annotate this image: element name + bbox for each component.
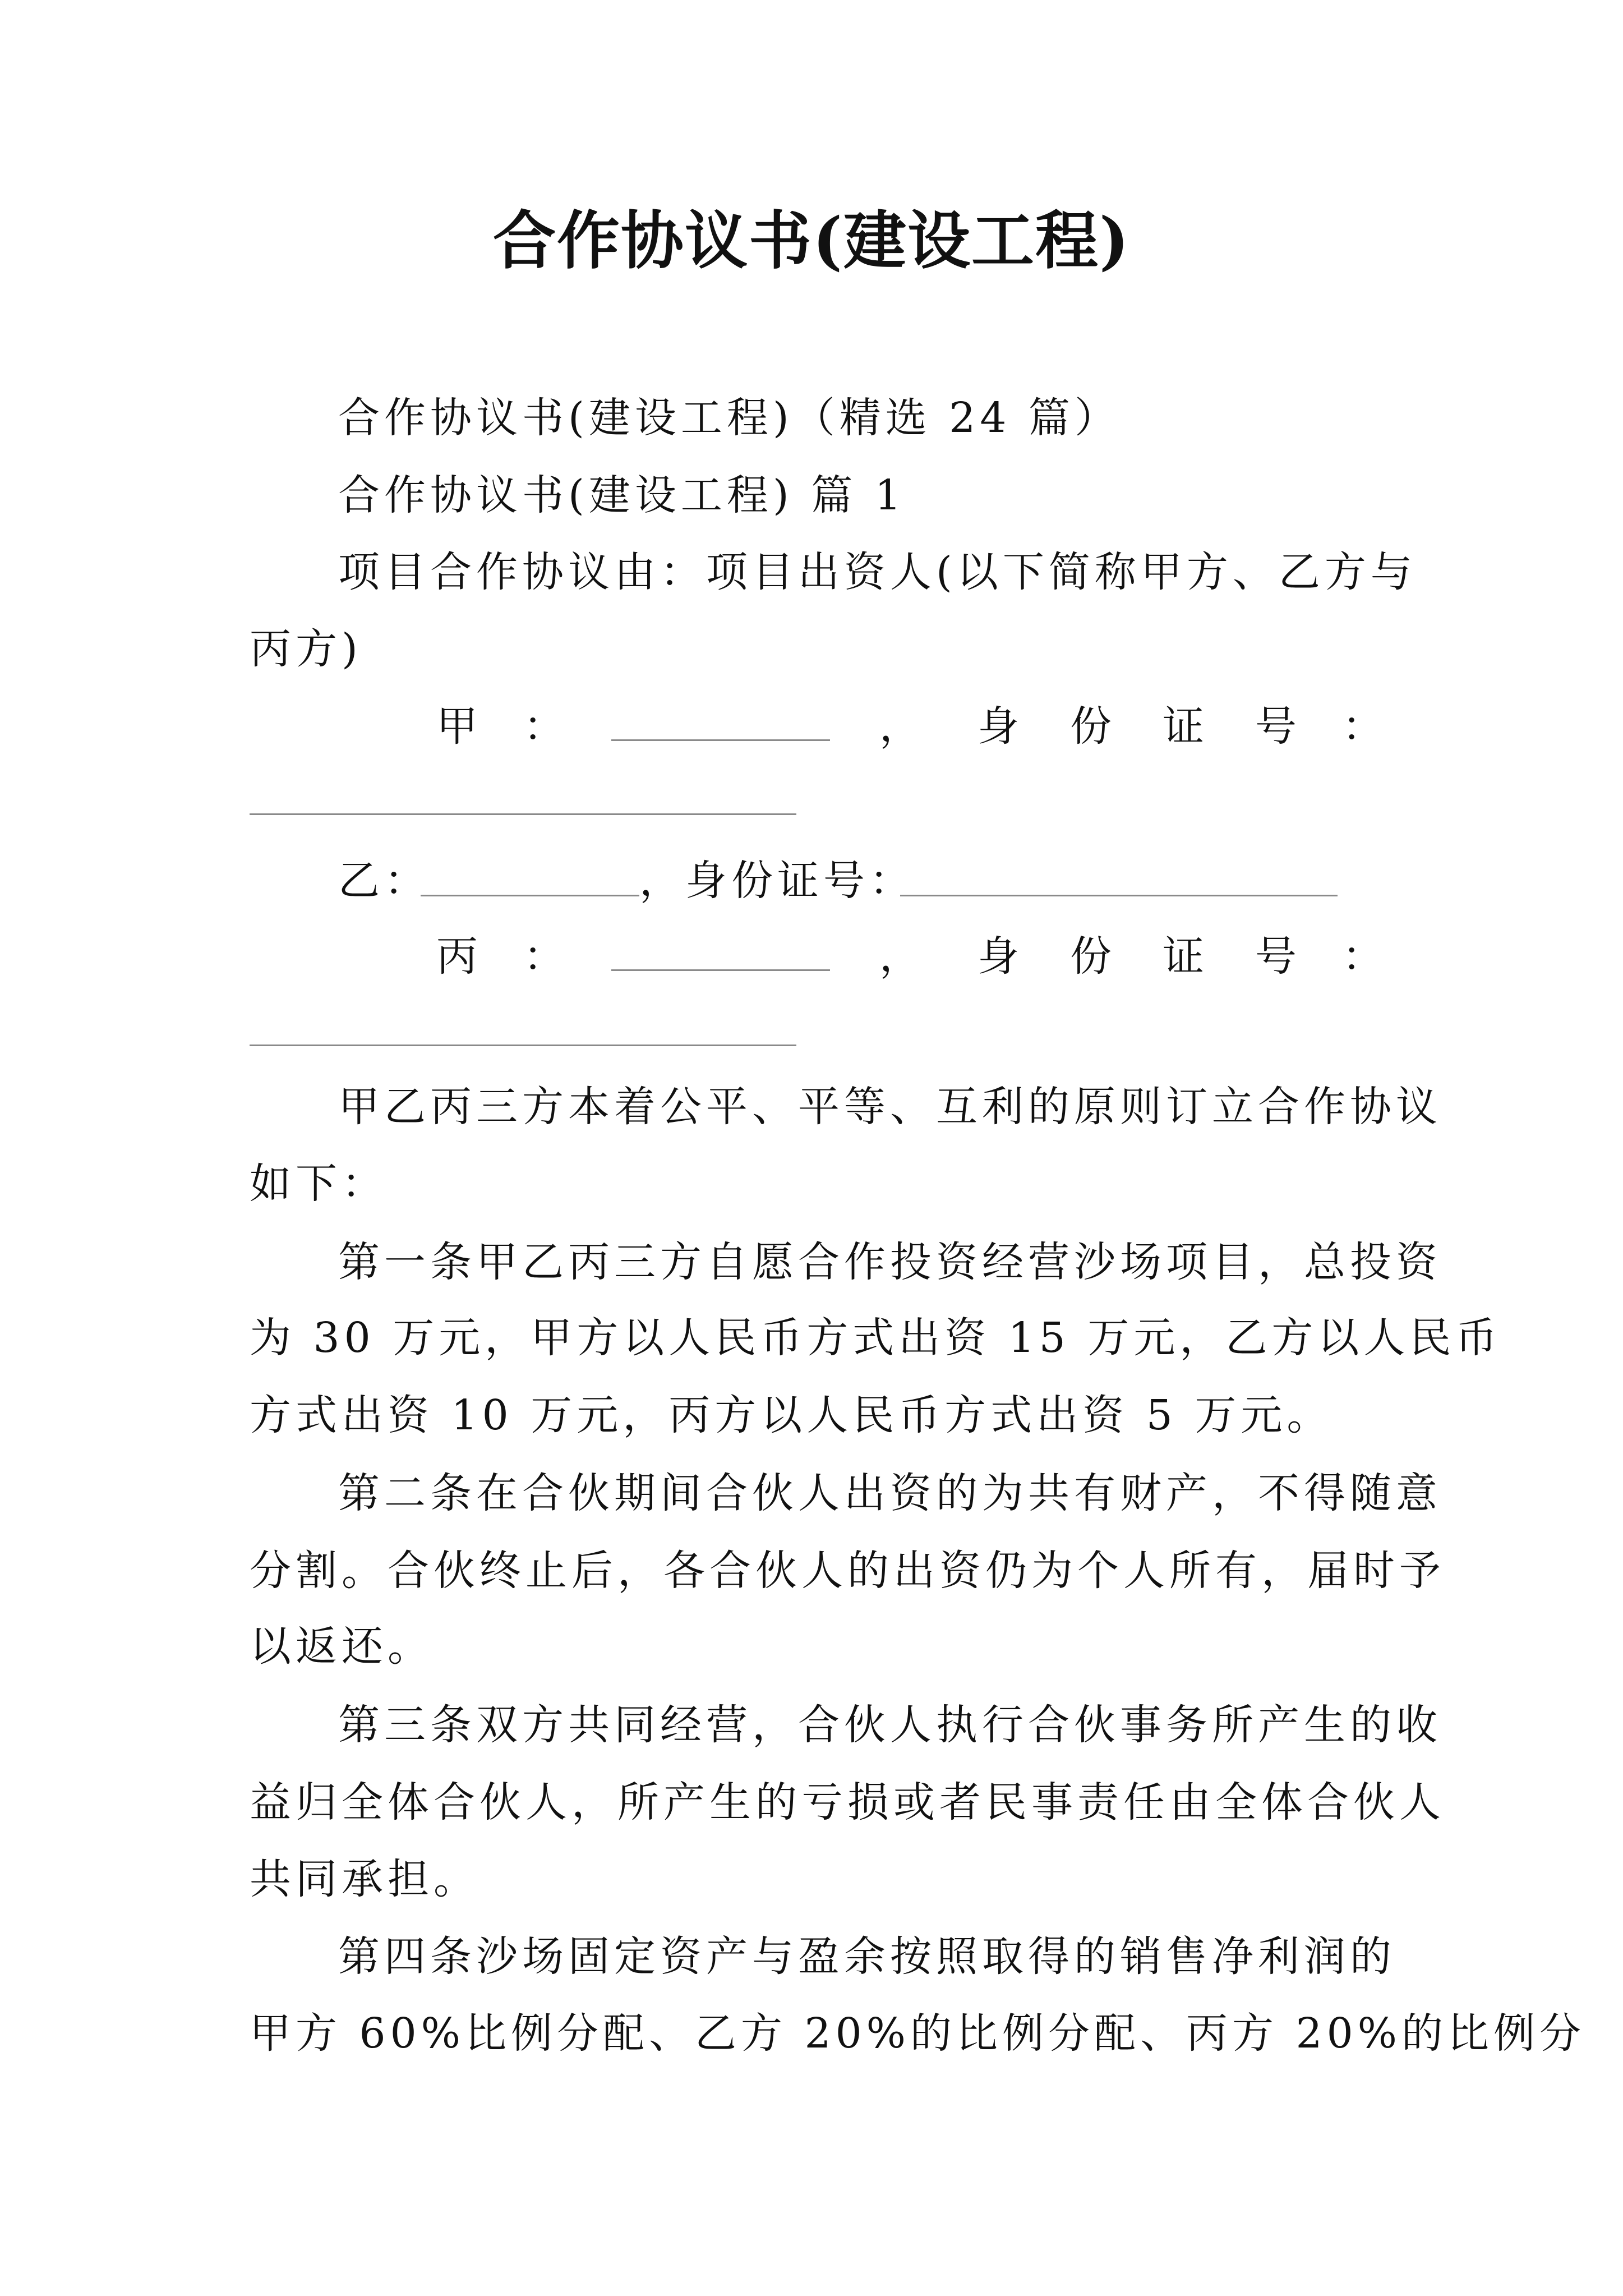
party-a-id-blank — [250, 813, 796, 815]
party-a-label: 甲 — [436, 702, 478, 751]
party-c-comma: ， — [879, 932, 921, 981]
id-char: 号 — [1255, 932, 1297, 981]
party-a-id-colon: ： — [1342, 702, 1384, 751]
id-char: 份 — [1070, 702, 1112, 751]
party-c-row — [338, 931, 1385, 982]
id-char: 证 — [1163, 702, 1204, 751]
id-char: 号 — [1255, 702, 1297, 751]
party-a-row — [338, 701, 1385, 752]
article-4-line: 第四条沙场固定资产与盈余按照取得的销售净利润的 — [338, 1932, 1396, 1981]
section-heading: 合作协议书(建设工程) 篇 1 — [338, 471, 906, 519]
party-c-name-blank — [611, 969, 830, 971]
paragraph-line: 甲乙丙三方本着公平、平等、互利的原则订立合作协议 — [338, 1083, 1442, 1131]
party-b-id-blank — [900, 895, 1338, 896]
id-char: 证 — [1163, 932, 1204, 981]
article-1-line: 方式出资 10 万元，丙方以人民币方式出资 5 万元。 — [250, 1391, 1333, 1439]
party-a-name-blank — [611, 739, 830, 741]
party-b-label: 乙： — [338, 857, 430, 905]
article-2-line: 第二条在合伙期间合伙人出资的为共有财产，不得随意 — [338, 1469, 1442, 1517]
paragraph-line: 项目合作协议由：项目出资人(以下简称甲方、乙方与 — [338, 548, 1417, 596]
party-c-id-colon: ： — [1342, 932, 1384, 981]
id-char: 身 — [978, 702, 1019, 751]
subtitle-line: 合作协议书(建设工程)（精选 24 篇） — [338, 394, 1121, 442]
paragraph-line: 丙方) — [250, 625, 362, 673]
article-3-line: 益归全体合伙人，所产生的亏损或者民事责任由全体合伙人 — [250, 1778, 1445, 1826]
paragraph-line: 如下： — [250, 1159, 388, 1208]
article-4-line: 甲方 60%比例分配、乙方 20%的比例分配、丙方 20%的比例分 — [250, 2009, 1585, 2058]
party-a-comma: ， — [879, 702, 921, 751]
article-3-line: 共同承担。 — [250, 1855, 479, 1903]
party-c-colon: ： — [523, 932, 565, 981]
party-b-name-blank — [421, 895, 639, 896]
article-1-line: 第一条甲乙丙三方自愿合作投资经营沙场项目，总投资 — [338, 1238, 1442, 1286]
party-c-label: 丙 — [436, 932, 478, 981]
party-c-id-blank — [250, 1045, 796, 1046]
article-2-line: 以返还。 — [250, 1622, 434, 1671]
article-1-line: 为 30 万元，甲方以人民币方式出资 15 万元，乙方以人民币 — [250, 1314, 1502, 1362]
id-char: 份 — [1070, 932, 1112, 981]
party-b-id-label: ，身份证号： — [639, 857, 915, 905]
article-3-line: 第三条双方共同经营，合伙人执行合伙事务所产生的收 — [338, 1701, 1442, 1749]
party-a-colon: ： — [523, 702, 565, 751]
document-title: 合作协议书(建设工程) — [493, 204, 1130, 278]
id-char: 身 — [978, 932, 1019, 981]
article-2-line: 分割。合伙终止后，各合伙人的出资仍为个人所有，届时予 — [250, 1547, 1445, 1595]
